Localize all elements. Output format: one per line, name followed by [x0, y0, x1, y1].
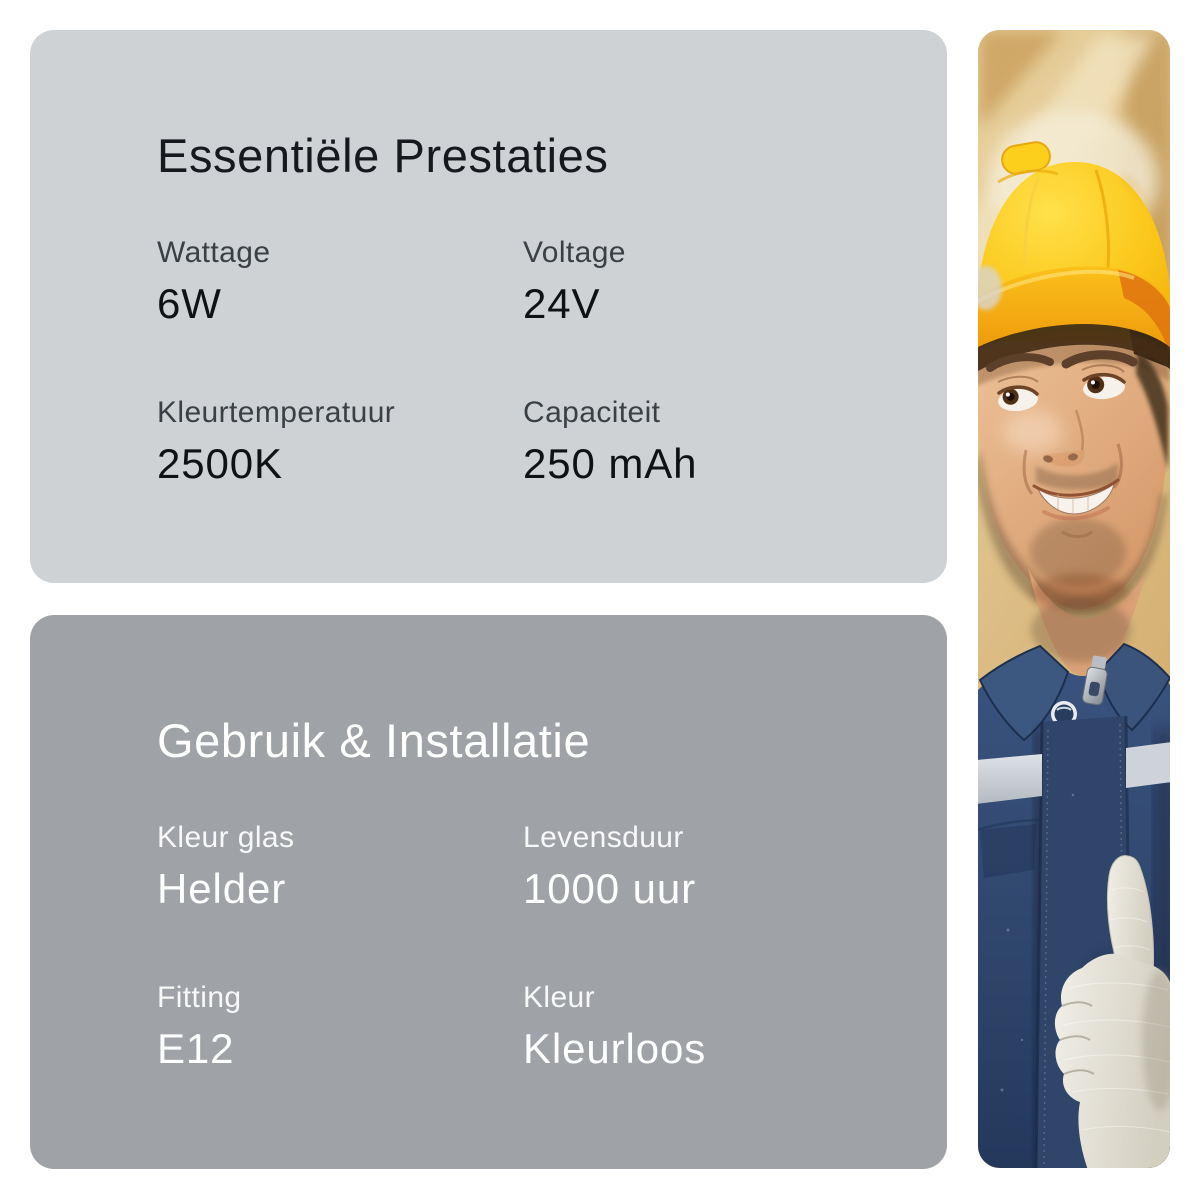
- spec-value-glass-color: Helder: [157, 865, 287, 913]
- spec-label-glass-color: Kleur glas: [157, 821, 295, 855]
- spec-value-lifespan: 1000 uur: [523, 865, 697, 913]
- spec-color-temperature: [157, 395, 523, 489]
- spec-grid: [157, 235, 907, 490]
- worker-photo-illustration: [978, 30, 1170, 1168]
- spec-value-color-temperature: 2500K: [157, 440, 283, 488]
- usage-installation-card: [30, 615, 947, 1169]
- spec-capacity: [523, 395, 907, 489]
- reflective-stripe-right: [1126, 742, 1170, 788]
- chest-pocket: [980, 824, 1036, 878]
- spec-lifespan: [523, 820, 907, 914]
- spec-value-fitting: E12: [157, 1025, 235, 1073]
- spec-grid: [157, 820, 907, 1075]
- spec-label-color-temperature: Kleurtemperatuur: [157, 396, 396, 430]
- spec-color: [523, 980, 907, 1074]
- spec-label-color: Kleur: [523, 981, 596, 1015]
- worker-photo: [978, 30, 1170, 1168]
- spec-label-lifespan: Levensduur: [523, 821, 684, 855]
- spec-voltage: [523, 235, 907, 329]
- spec-label-fitting: Fitting: [157, 981, 242, 1015]
- spec-fitting: [157, 980, 523, 1074]
- spec-wattage: [157, 235, 523, 329]
- reflective-stripe-left: [978, 754, 1042, 804]
- spec-value-wattage: 6W: [157, 280, 222, 328]
- spec-value-capacity: 250 mAh: [523, 440, 698, 488]
- spec-value-voltage: 24V: [523, 280, 601, 328]
- spec-label-capacity: Capaciteit: [523, 396, 661, 430]
- spec-glass-color: [157, 820, 523, 914]
- spec-label-wattage: Wattage: [157, 236, 271, 270]
- card-title-essential-performance: Essentiële Prestaties: [157, 129, 609, 182]
- card-title-usage-installation: Gebruik & Installatie: [157, 714, 591, 767]
- essential-performance-card: [30, 30, 947, 583]
- spec-label-voltage: Voltage: [523, 236, 626, 270]
- spec-value-color: Kleurloos: [523, 1025, 707, 1073]
